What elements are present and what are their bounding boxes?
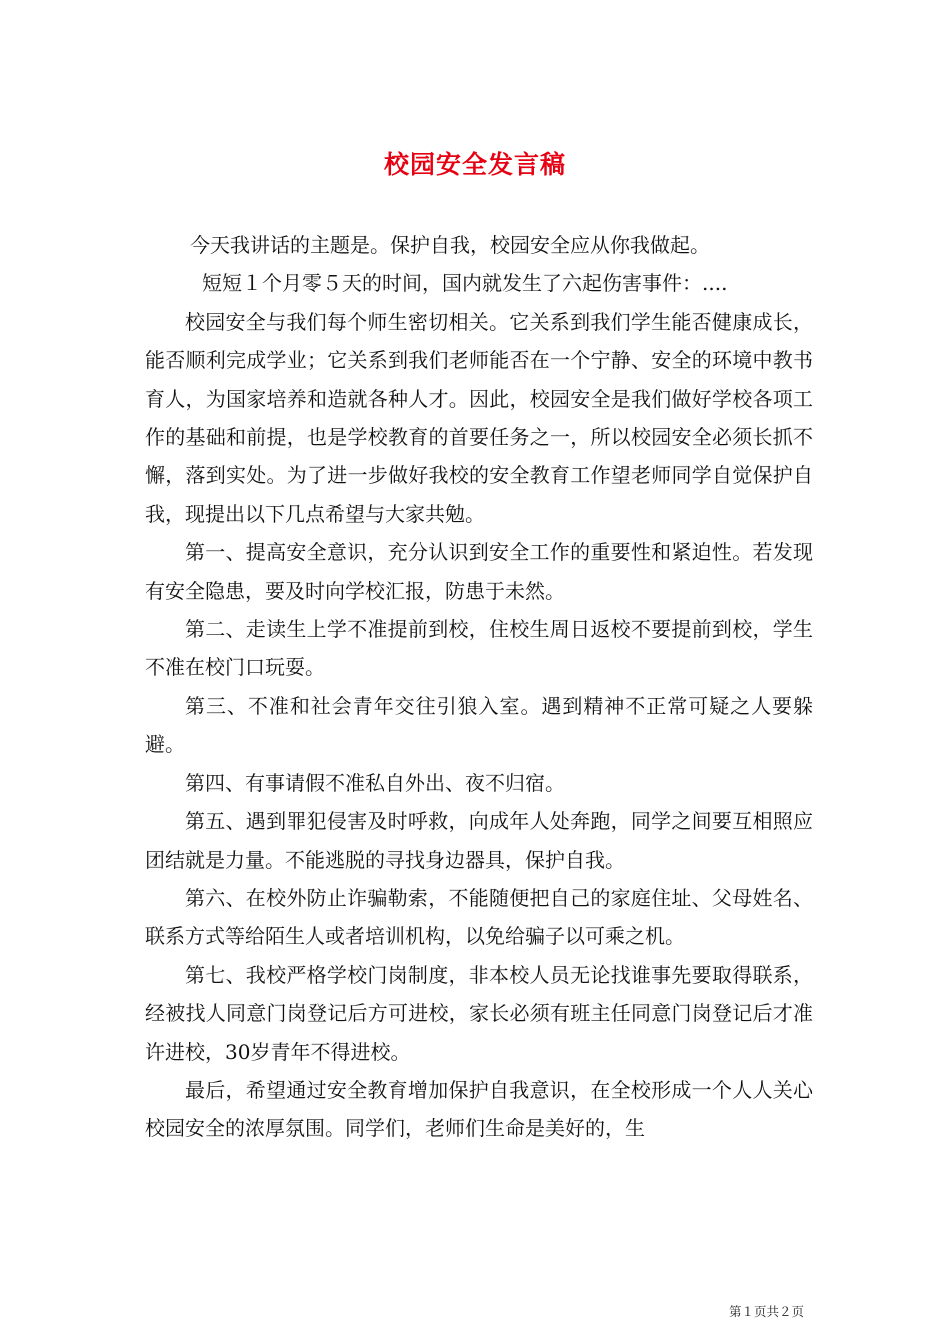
page-number: 第１页共２页 bbox=[728, 1304, 804, 1319]
paragraph-closing: 最后，希望通过安全教育增加保护自我意识，在全校形成一个人人关心校园安全的浓厚氛围。同学们，老师们生命是美好的，生 bbox=[145, 1077, 813, 1141]
document-title: 校园安全发言稿 bbox=[383, 149, 566, 179]
document-body bbox=[145, 226, 813, 1148]
paragraph-point-6: 第六、在校外防止诈骗勒索，不能随便把自己的家庭住址、父母姓名、联系方式等给陌生人或者培训机构，以免给骗子以可乘之机。 bbox=[145, 885, 813, 949]
paragraph-incidents: 短短１个月零５天的时间，国内就发生了六起伤害事件：.... bbox=[202, 271, 728, 296]
paragraph-importance: 校园安全与我们每个师生密切相关。它关系到我们学生能否健康成长，能否顺利完成学业；它关系到我们老师能否在一个宁静、安全的环境中教书育人，为国家培养和造就各种人才。因此，校园安全是我们做好学校各项工作的基础和前提，也是学校教育的首要任务之一，所以校园安全必须长抓不懈，落到实处。为了进一步做好我校的安全教育工作望老师同学自觉保护自我，现提出以下几点希望与大家共勉。 bbox=[145, 309, 813, 526]
paragraph-point-3: 第三、不准和社会青年交往引狼入室。遇到精神不正常可疑之人要躲避。 bbox=[145, 693, 813, 757]
paragraph-point-2: 第二、走读生上学不准提前到校，住校生周日返校不要提前到校，学生不准在校门口玩耍。 bbox=[145, 617, 813, 680]
paragraph-point-4: 第四、有事请假不准私自外出、夜不归宿。 bbox=[185, 770, 565, 795]
paragraph-topic: 今天我讲话的主题是。保护自我，校园安全应从你我做起。 bbox=[190, 233, 710, 257]
paragraph-point-7: 第七、我校严格学校门岗制度，非本校人员无论找谁事先要取得联系，经被找人同意门岗登记后方可进校，家长必须有班主任同意门岗登记后才准许进校，30岁青年不得进校。 bbox=[145, 962, 813, 1064]
paragraph-point-1: 第一、提高安全意识，充分认识到安全工作的重要性和紧迫性。若发现有安全隐患，要及时向学校汇报，防患于未然。 bbox=[145, 540, 813, 603]
paragraph-point-5: 第五、遇到罪犯侵害及时呼救，向成年人处奔跑，同学之间要互相照应团结就是力量。不能逃脱的寻找身边器具，保护自我。 bbox=[145, 809, 813, 872]
